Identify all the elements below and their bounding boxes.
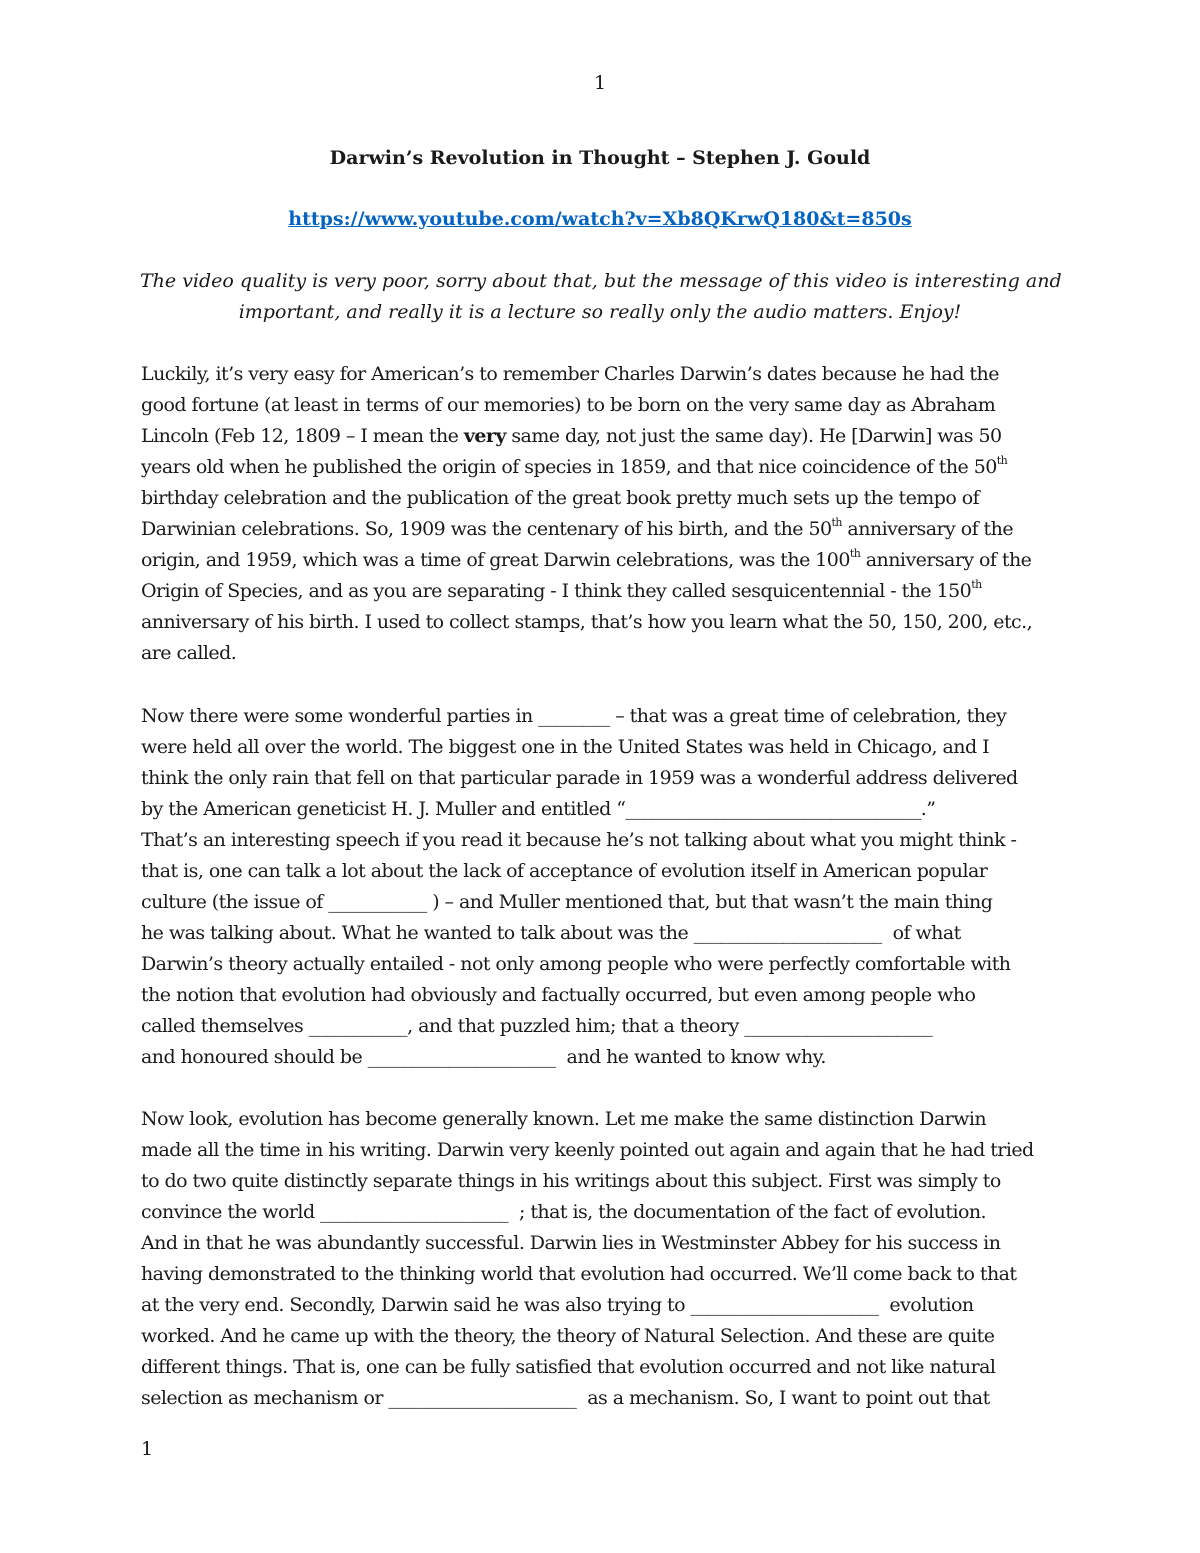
text-line: And in that he was abundantly successful. Darwin lies in Westminster Abbey for his success in <box>141 1232 1001 1254</box>
emphasis-text: very <box>463 425 506 447</box>
text-segment: Lincoln (Feb 12, 1809 – I mean the <box>141 425 464 447</box>
video-link[interactable]: https://www.youtube.com/watch?v=Xb8QKrwQ180&t=850s <box>288 208 912 230</box>
text-line <box>141 545 1081 576</box>
text-line: having demonstrated to the thinking world that evolution had occurred. We’ll come back to that <box>141 1263 1017 1285</box>
text-line: That’s an interesting speech if you read it because he’s not talking about what you might think - <box>141 829 1017 851</box>
ordinal-suffix: th <box>849 546 861 560</box>
ordinal-suffix: th <box>831 515 842 529</box>
text-line: he was talking about. What he wanted to talk about was the _____________________ of what <box>141 922 961 944</box>
paragraph-1 <box>141 359 1081 669</box>
text-line: that is, one can talk a lot about the lack of acceptance of evolution itself in American popular <box>141 860 988 882</box>
text-segment: Darwinian celebrations. So, 1909 was the centenary of his birth, and the 50 <box>141 518 832 540</box>
text-line <box>141 421 1081 452</box>
text-line: were held all over the world. The biggest one in the United States was held in Chicago, and I <box>141 736 990 758</box>
text-segment: years old when he published the origin of species in 1859, and that nice coincidence of the 50 <box>141 456 997 478</box>
ordinal-suffix: th <box>971 577 982 591</box>
text-line: Darwin’s theory actually entailed - not only among people who were perfectly comfortable with <box>141 953 1011 975</box>
text-line: at the very end. Secondly, Darwin said he was also trying to _____________________ evolution <box>141 1294 974 1316</box>
paragraph-3 <box>141 1104 1081 1414</box>
text-line: convince the world _____________________ ; that is, the documentation of the fact of evolution. <box>141 1201 987 1223</box>
text-line <box>141 514 1081 545</box>
intro-note <box>140 266 1060 328</box>
text-line: called themselves ___________, and that puzzled him; that a theory _____________________ <box>141 1015 933 1037</box>
note-line: important, and really it is a lecture so really only the audio matters. Enjoy! <box>238 301 962 323</box>
text-line: worked. And he came up with the theory, the theory of Natural Selection. And these are quite <box>141 1325 995 1347</box>
document-title: Darwin’s Revolution in Thought – Stephen J. Gould <box>329 147 871 169</box>
text-line: different things. That is, one can be fully satisfied that evolution occurred and not like natural <box>141 1356 996 1378</box>
text-line: anniversary of his birth. I used to collect stamps, that’s how you learn what the 50, 150, 200, etc., <box>141 611 1033 633</box>
note-line: The video quality is very poor, sorry about that, but the message of this video is interesting and <box>140 270 1062 292</box>
text-line: Now look, evolution has become generally known. Let me make the same distinction Darwin <box>141 1108 987 1130</box>
text-line: think the only rain that fell on that particular parade in 1959 was a wonderful address delivered <box>141 767 1018 789</box>
text-segment: anniversary of the <box>860 549 1032 571</box>
text-line: are called. <box>141 642 237 664</box>
text-line <box>141 452 1081 483</box>
paragraph-2 <box>141 701 1081 1073</box>
text-line: made all the time in his writing. Darwin very keenly pointed out again and again that he had tried <box>141 1139 1034 1161</box>
text-line: Now there were some wonderful parties in ________ – that was a great time of celebration, they <box>141 705 1007 727</box>
text-line: the notion that evolution had obviously and factually occurred, but even among people who <box>141 984 976 1006</box>
ordinal-suffix: th <box>996 453 1008 467</box>
text-segment: anniversary of the <box>841 518 1014 540</box>
text-line: culture (the issue of ___________ ) – and Muller mentioned that, but that wasn’t the main thing <box>141 891 993 913</box>
text-line: and honoured should be _____________________ and he wanted to know why. <box>141 1046 826 1068</box>
text-line: birthday celebration and the publication of the great book pretty much sets up the tempo of <box>141 487 980 509</box>
text-line: selection as mechanism or _____________________ as a mechanism. So, I want to point out that <box>141 1387 990 1409</box>
text-segment: same day, not just the same day). He [Darwin] was 50 <box>505 425 1002 447</box>
text-segment: origin, and 1959, which was a time of great Darwin celebrations, was the 100 <box>141 549 850 571</box>
header-page-number: 1 <box>593 72 607 94</box>
footer-page-number: 1 <box>141 1438 154 1460</box>
text-line <box>141 576 1081 607</box>
text-line: Luckily, it’s very easy for American’s to remember Charles Darwin’s dates because he had the <box>141 363 999 385</box>
text-line: by the American geneticist H. J. Muller and entitled “_________________________________.” <box>141 798 936 820</box>
text-line: good fortune (at least in terms of our memories) to be born on the very same day as Abraham <box>141 394 996 416</box>
text-segment: Origin of Species, and as you are separating - I think they called sesquicentennial - the 150 <box>141 580 972 602</box>
text-line: to do two quite distinctly separate things in his writings about this subject. First was simply to <box>141 1170 1001 1192</box>
